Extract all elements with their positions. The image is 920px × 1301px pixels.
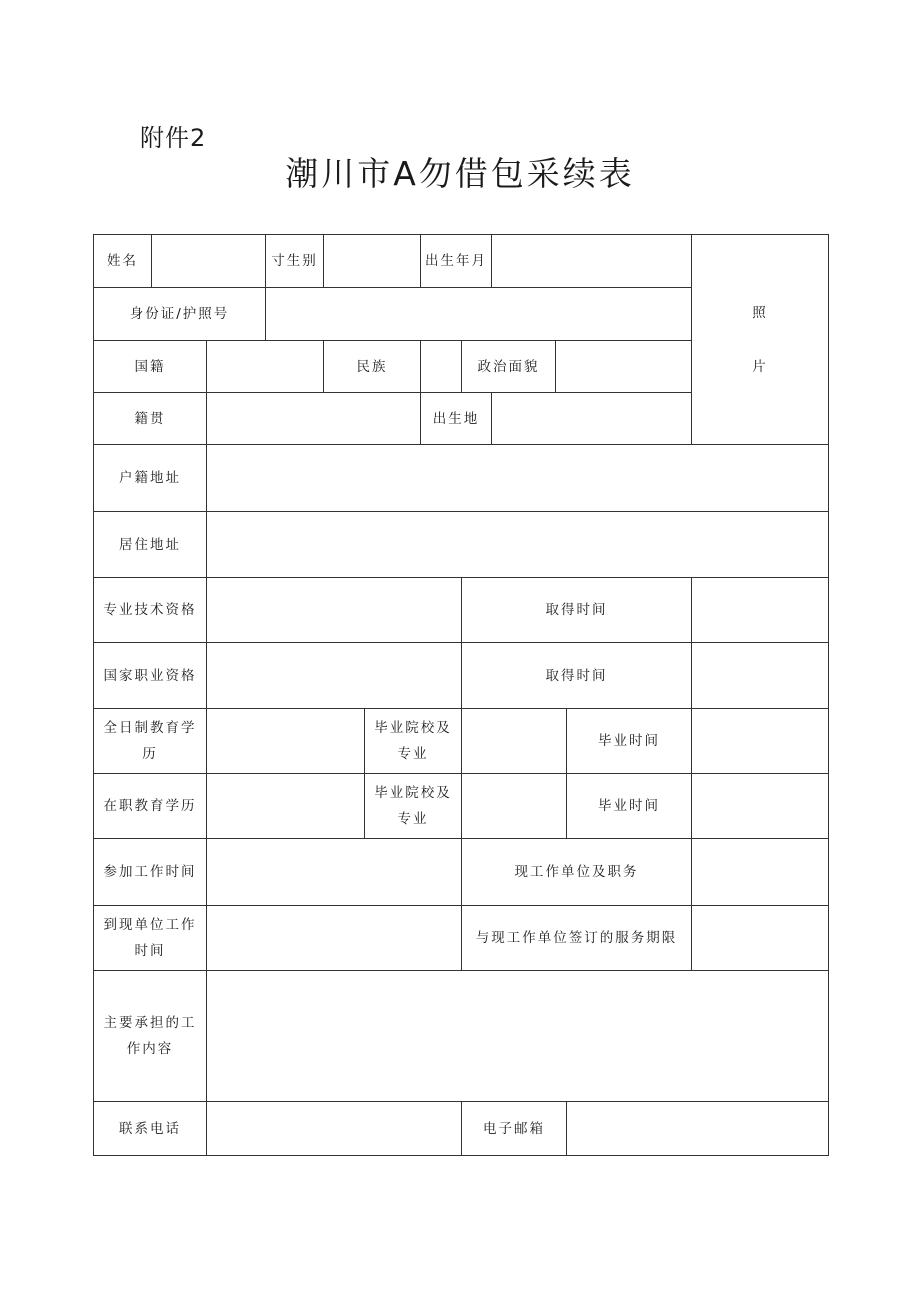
attachment-label: 附件2	[140, 124, 207, 152]
nationality-field[interactable]	[207, 341, 324, 393]
obtained-time-label-1: 取得时间	[462, 578, 692, 643]
residence-address-label: 居住地址	[94, 512, 207, 578]
id-field[interactable]	[266, 288, 692, 341]
phone-field[interactable]	[207, 1102, 462, 1156]
form-title: 潮川市A勿借包采续表	[285, 154, 635, 193]
photo-label-top: 照	[752, 304, 768, 321]
fulltime-education-label: 全日制教育学历	[94, 709, 207, 774]
email-field[interactable]	[567, 1102, 829, 1156]
main-work-label: 主要承担的工作内容	[94, 971, 207, 1102]
household-address-label: 户籍地址	[94, 445, 207, 512]
photo-box[interactable]	[692, 235, 829, 445]
birth-month-label: 出生年月	[421, 235, 492, 288]
professional-qualification-field[interactable]	[207, 578, 462, 643]
phone-label: 联系电话	[94, 1102, 207, 1156]
graduate-school-label-2: 毕业院校及专业	[365, 774, 462, 839]
service-period-label: 与现工作单位签订的服务期限	[462, 906, 692, 971]
political-status-label: 政治面貌	[462, 341, 556, 393]
gender-field[interactable]	[324, 235, 421, 288]
graduation-time-label-1: 毕业时间	[567, 709, 692, 774]
current-unit-start-field[interactable]	[207, 906, 462, 971]
native-place-field[interactable]	[207, 393, 421, 445]
current-unit-label: 现工作单位及职务	[462, 839, 692, 906]
graduation-time-field-1[interactable]	[692, 709, 829, 774]
service-period-field[interactable]	[692, 906, 829, 971]
work-start-field[interactable]	[207, 839, 462, 906]
birth-month-field[interactable]	[492, 235, 692, 288]
nationality-label: 国籍	[94, 341, 207, 393]
current-unit-start-label: 到现单位工作时间	[94, 906, 207, 971]
professional-qualification-label: 专业技术资格	[94, 578, 207, 643]
inservice-education-field[interactable]	[207, 774, 365, 839]
gender-label: 寸生别	[266, 235, 324, 288]
obtained-time-field-1[interactable]	[692, 578, 829, 643]
birthplace-label: 出生地	[421, 393, 492, 445]
current-unit-field[interactable]	[692, 839, 829, 906]
graduation-time-field-2[interactable]	[692, 774, 829, 839]
obtained-time-field-2[interactable]	[692, 643, 829, 709]
inservice-education-label: 在职教育学历	[94, 774, 207, 839]
native-place-label: 籍贯	[94, 393, 207, 445]
fulltime-education-field[interactable]	[207, 709, 365, 774]
obtained-time-label-2: 取得时间	[462, 643, 692, 709]
national-qualification-label: 国家职业资格	[94, 643, 207, 709]
name-label: 姓名	[94, 235, 152, 288]
photo-label-bottom: 片	[752, 358, 768, 375]
graduate-school-field-2[interactable]	[462, 774, 567, 839]
residence-address-field[interactable]	[207, 512, 829, 578]
graduation-time-label-2: 毕业时间	[567, 774, 692, 839]
political-status-field[interactable]	[556, 341, 692, 393]
ethnicity-field[interactable]	[421, 341, 462, 393]
ethnicity-label: 民族	[324, 341, 421, 393]
graduate-school-label-1: 毕业院校及专业	[365, 709, 462, 774]
birthplace-field[interactable]	[492, 393, 692, 445]
national-qualification-field[interactable]	[207, 643, 462, 709]
main-work-field[interactable]	[207, 971, 829, 1102]
name-field[interactable]	[152, 235, 266, 288]
id-label: 身份证/护照号	[94, 288, 266, 341]
email-label: 电子邮箱	[462, 1102, 567, 1156]
household-address-field[interactable]	[207, 445, 829, 512]
graduate-school-field-1[interactable]	[462, 709, 567, 774]
registration-form-table	[93, 234, 829, 1156]
work-start-label: 参加工作时间	[94, 839, 207, 906]
